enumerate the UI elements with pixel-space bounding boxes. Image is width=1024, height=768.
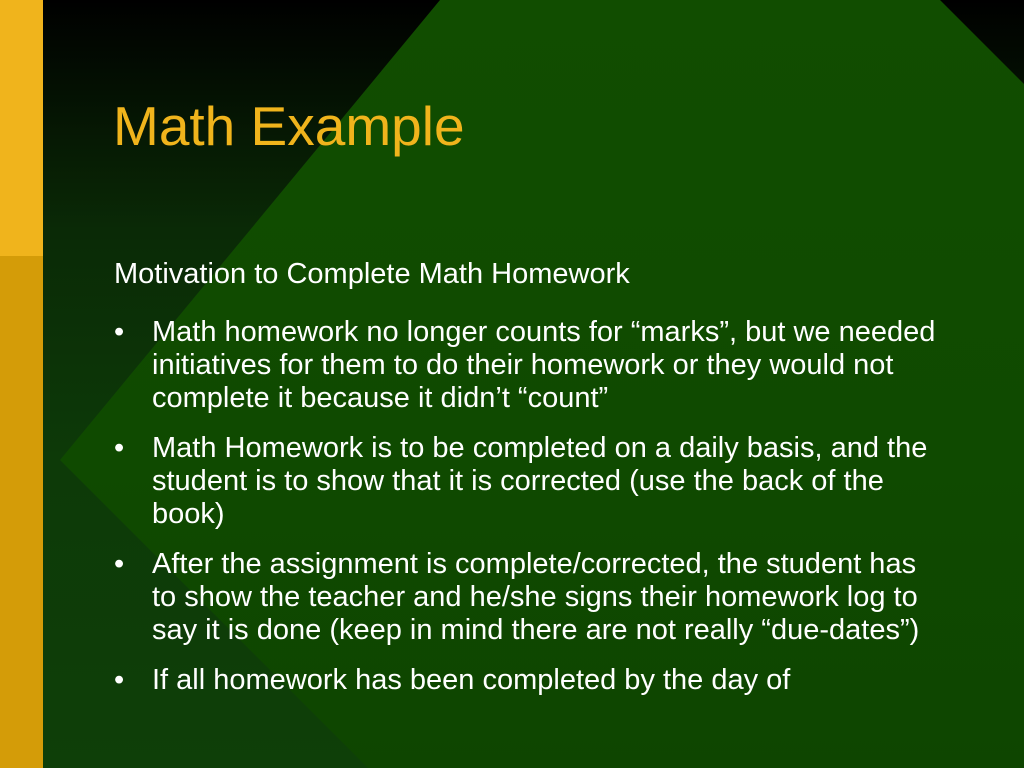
slide-title: Math Example — [113, 95, 465, 157]
bullet-text: If all homework has been completed by the day of — [152, 664, 791, 696]
bullet-item — [114, 548, 944, 647]
bullet-marker: • — [114, 548, 125, 580]
bullet-text: Math homework no longer counts for “marks”, but we needed initiatives for them to do their homework or they would not complete it because it didn’t “count” — [152, 316, 936, 414]
left-accent-bar-bottom — [0, 256, 43, 768]
bullet-item — [114, 432, 944, 531]
bullet-marker: • — [114, 316, 125, 348]
bullet-marker: • — [114, 432, 125, 464]
left-accent-bar-top — [0, 0, 43, 256]
bullet-list — [114, 316, 944, 714]
bullet-item — [114, 316, 944, 415]
slide-subtitle: Motivation to Complete Math Homework — [114, 258, 630, 290]
bullet-marker: • — [114, 664, 125, 696]
bullet-text: After the assignment is complete/corrected, the student has to show the teacher and he/she signs their homework log to say it is done (keep in mind there are not really “due-dates”) — [152, 548, 920, 646]
bullet-item — [114, 664, 944, 697]
bullet-text: Math Homework is to be completed on a daily basis, and the student is to show that it is corrected (use the back of the book) — [152, 432, 928, 530]
